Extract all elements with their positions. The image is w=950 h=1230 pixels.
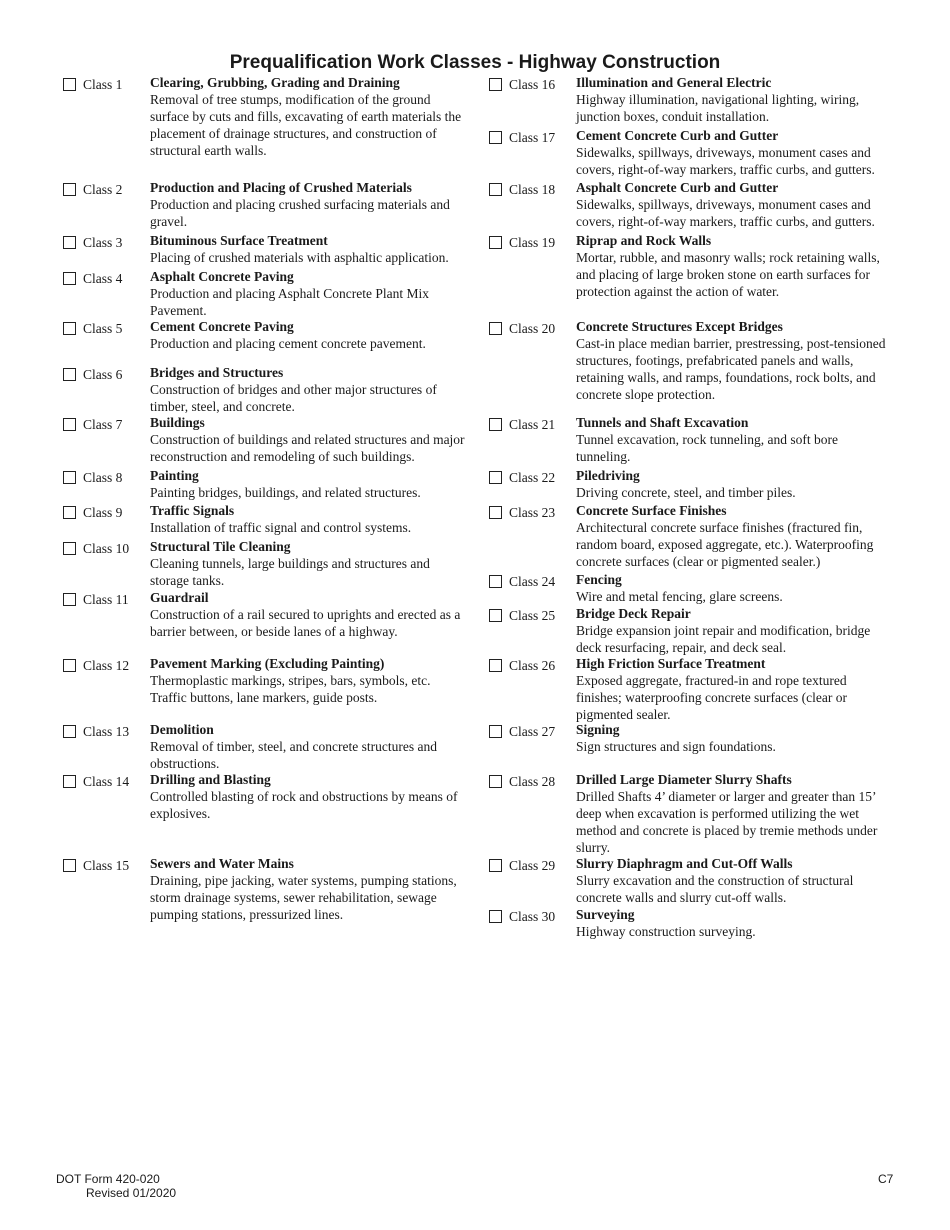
class-label: Class 26 xyxy=(509,658,556,673)
class-checkbox[interactable] xyxy=(63,272,76,285)
class-checkbox[interactable] xyxy=(489,659,502,672)
class-checkbox[interactable] xyxy=(63,542,76,555)
class-description: Thermoplastic markings, stripes, bars, symbols, etc. Traffic buttons, lane markers, guide posts. xyxy=(150,673,431,705)
class-name: Drilling and Blasting xyxy=(150,772,271,787)
class-label: Class 30 xyxy=(509,909,556,924)
class-name: Bridges and Structures xyxy=(150,365,284,380)
revision-date: Revised 01/2020 xyxy=(86,1186,177,1200)
class-checkbox[interactable] xyxy=(63,593,76,606)
class-name: Surveying xyxy=(576,907,635,922)
class-label: Class 19 xyxy=(509,235,556,250)
class-label: Class 2 xyxy=(83,182,123,197)
class-description: Cast-in place median barrier, prestressing, post-tensioned structures, footings, prefabricated panels and walls, retaining walls, and ramps, foundations, rock bolts, and concrete slope protection. xyxy=(576,336,886,402)
class-checkbox[interactable] xyxy=(63,659,76,672)
class-description: Bridge expansion joint repair and modification, bridge deck resurfacing, repair, and deck seal. xyxy=(576,623,871,655)
class-name: Demolition xyxy=(150,722,214,737)
class-label: Class 16 xyxy=(509,77,556,92)
class-checkbox[interactable] xyxy=(63,183,76,196)
class-checkbox[interactable] xyxy=(489,575,502,588)
class-checkbox[interactable] xyxy=(489,859,502,872)
class-name: Tunnels and Shaft Excavation xyxy=(576,415,749,430)
class-label: Class 7 xyxy=(83,417,123,432)
class-checkbox[interactable] xyxy=(63,368,76,381)
class-description: Placing of crushed materials with asphaltic application. xyxy=(150,250,449,265)
class-checkbox[interactable] xyxy=(63,322,76,335)
class-name: Bridge Deck Repair xyxy=(576,606,691,621)
class-checkbox[interactable] xyxy=(489,609,502,622)
class-name: High Friction Surface Treatment xyxy=(576,656,766,671)
class-name: Concrete Structures Except Bridges xyxy=(576,319,783,334)
class-description: Tunnel excavation, rock tunneling, and soft bore tunneling. xyxy=(576,432,838,464)
class-name: Asphalt Concrete Curb and Gutter xyxy=(576,180,779,195)
class-name: Piledriving xyxy=(576,468,640,483)
class-checkbox[interactable] xyxy=(489,236,502,249)
class-label: Class 6 xyxy=(83,367,123,382)
class-description: Production and placing crushed surfacing materials and gravel. xyxy=(150,197,450,229)
class-description: Slurry excavation and the construction of structural concrete walls and slurry cut-off walls. xyxy=(576,873,854,905)
class-description: Sidewalks, spillways, driveways, monument cases and covers, right-of-way markers, traffic curbs, and gutters. xyxy=(576,197,875,229)
page-number: C7 xyxy=(878,1172,894,1186)
class-description: Production and placing cement concrete pavement. xyxy=(150,336,426,351)
class-checkbox[interactable] xyxy=(489,322,502,335)
class-checkbox[interactable] xyxy=(63,725,76,738)
class-name: Cement Concrete Curb and Gutter xyxy=(576,128,779,143)
class-description: Wire and metal fencing, glare screens. xyxy=(576,589,783,604)
class-name: Traffic Signals xyxy=(150,503,235,518)
class-name: Riprap and Rock Walls xyxy=(576,233,712,248)
class-checkbox[interactable] xyxy=(63,236,76,249)
class-label: Class 14 xyxy=(83,774,130,789)
class-description: Production and placing Asphalt Concrete Plant Mix Pavement. xyxy=(150,286,429,318)
class-checkbox[interactable] xyxy=(63,418,76,431)
class-checkbox[interactable] xyxy=(489,725,502,738)
class-label: Class 5 xyxy=(83,321,123,336)
class-description: Architectural concrete surface finishes (fractured fin, random board, exposed aggregate, etc.). Waterproofing concrete surfaces (clear or pigmented sealer.) xyxy=(576,520,874,569)
class-label: Class 29 xyxy=(509,858,556,873)
class-checkbox[interactable] xyxy=(489,131,502,144)
class-description: Painting bridges, buildings, and related structures. xyxy=(150,485,421,500)
class-checkbox[interactable] xyxy=(489,78,502,91)
class-description: Removal of tree stumps, modification of the ground surface by cuts and fills, excavating of earth materials the placement of drainage structures, and construction of structural earth walls. xyxy=(150,92,462,158)
class-label: Class 10 xyxy=(83,541,130,556)
class-checkbox[interactable] xyxy=(63,471,76,484)
class-description: Installation of traffic signal and control systems. xyxy=(150,520,412,535)
class-name: Structural Tile Cleaning xyxy=(150,539,291,554)
class-label: Class 25 xyxy=(509,608,556,623)
class-label: Class 1 xyxy=(83,77,123,92)
class-checkbox[interactable] xyxy=(489,910,502,923)
class-description: Drilled Shafts 4’ diameter or larger and greater than 15’ deep when excavation is performed utilizing the wet method and concrete is placed by tremie methods under slurry. xyxy=(576,789,878,855)
class-name: Illumination and General Electric xyxy=(576,75,772,90)
class-label: Class 15 xyxy=(83,858,130,873)
class-description: Driving concrete, steel, and timber piles. xyxy=(576,485,796,500)
class-description: Construction of a rail secured to uprights and erected as a barrier between, or beside lanes of a highway. xyxy=(150,607,461,639)
class-name: Production and Placing of Crushed Materials xyxy=(150,180,412,195)
class-checkbox[interactable] xyxy=(489,775,502,788)
class-label: Class 4 xyxy=(83,271,123,286)
class-name: Fencing xyxy=(576,572,622,587)
class-label: Class 8 xyxy=(83,470,123,485)
class-label: Class 18 xyxy=(509,182,556,197)
form-number: DOT Form 420-020 xyxy=(56,1172,160,1186)
class-checkbox[interactable] xyxy=(63,859,76,872)
class-name: Bituminous Surface Treatment xyxy=(150,233,328,248)
class-description: Removal of timber, steel, and concrete structures and obstructions. xyxy=(150,739,437,771)
class-label: Class 17 xyxy=(509,130,556,145)
class-description: Mortar, rubble, and masonry walls; rock retaining walls, and placing of large broken stone on earth surfaces for protection against the action of water. xyxy=(576,250,880,299)
page-title: Prequalification Work Classes - Highway Construction xyxy=(229,52,721,73)
class-description: Controlled blasting of rock and obstructions by means of explosives. xyxy=(150,789,458,821)
class-description: Cleaning tunnels, large buildings and structures and storage tanks. xyxy=(150,556,430,588)
class-label: Class 20 xyxy=(509,321,556,336)
class-checkbox[interactable] xyxy=(489,506,502,519)
class-label: Class 28 xyxy=(509,774,556,789)
class-label: Class 9 xyxy=(83,505,123,520)
class-name: Cement Concrete Paving xyxy=(150,319,294,334)
class-label: Class 22 xyxy=(509,470,556,485)
class-label: Class 24 xyxy=(509,574,556,589)
class-checkbox[interactable] xyxy=(489,418,502,431)
class-name: Signing xyxy=(576,722,620,737)
class-name: Clearing, Grubbing, Grading and Draining xyxy=(150,75,400,90)
class-name: Pavement Marking (Excluding Painting) xyxy=(150,656,385,671)
class-name: Sewers and Water Mains xyxy=(150,856,294,871)
class-checkbox[interactable] xyxy=(489,183,502,196)
class-description: Sign structures and sign foundations. xyxy=(576,739,776,754)
class-label: Class 11 xyxy=(83,592,129,607)
class-checkbox[interactable] xyxy=(489,471,502,484)
class-checkbox[interactable] xyxy=(63,506,76,519)
class-checkbox[interactable] xyxy=(63,775,76,788)
class-name: Asphalt Concrete Paving xyxy=(150,269,294,284)
class-name: Concrete Surface Finishes xyxy=(576,503,727,518)
class-label: Class 13 xyxy=(83,724,130,739)
class-description: Highway illumination, navigational lighting, wiring, junction boxes, conduit installation. xyxy=(576,92,860,124)
class-label: Class 23 xyxy=(509,505,556,520)
class-label: Class 21 xyxy=(509,417,556,432)
class-description: Exposed aggregate, fractured-in and rope textured finishes; waterproofing concrete surfaces (clear or pigmented sealer. xyxy=(576,673,847,722)
class-label: Class 3 xyxy=(83,235,123,250)
class-checkbox[interactable] xyxy=(63,78,76,91)
class-description: Construction of buildings and related structures and major reconstruction and remodeling of such buildings. xyxy=(150,432,465,464)
class-description: Draining, pipe jacking, water systems, pumping stations, storm drainage systems, sewer rehabilitation, sewage pumping stations, pressurized lines. xyxy=(150,873,457,922)
class-description: Highway construction surveying. xyxy=(576,924,756,939)
class-description: Construction of bridges and other major structures of timber, steel, and concrete. xyxy=(150,382,437,414)
class-name: Drilled Large Diameter Slurry Shafts xyxy=(576,772,792,787)
class-description: Sidewalks, spillways, driveways, monument cases and covers, right-of-way markers, traffic curbs, and gutters. xyxy=(576,145,875,177)
class-label: Class 12 xyxy=(83,658,130,673)
class-name: Buildings xyxy=(150,415,205,430)
class-name: Slurry Diaphragm and Cut-Off Walls xyxy=(576,856,793,871)
class-label: Class 27 xyxy=(509,724,556,739)
class-name: Guardrail xyxy=(150,590,209,605)
class-name: Painting xyxy=(150,468,199,483)
